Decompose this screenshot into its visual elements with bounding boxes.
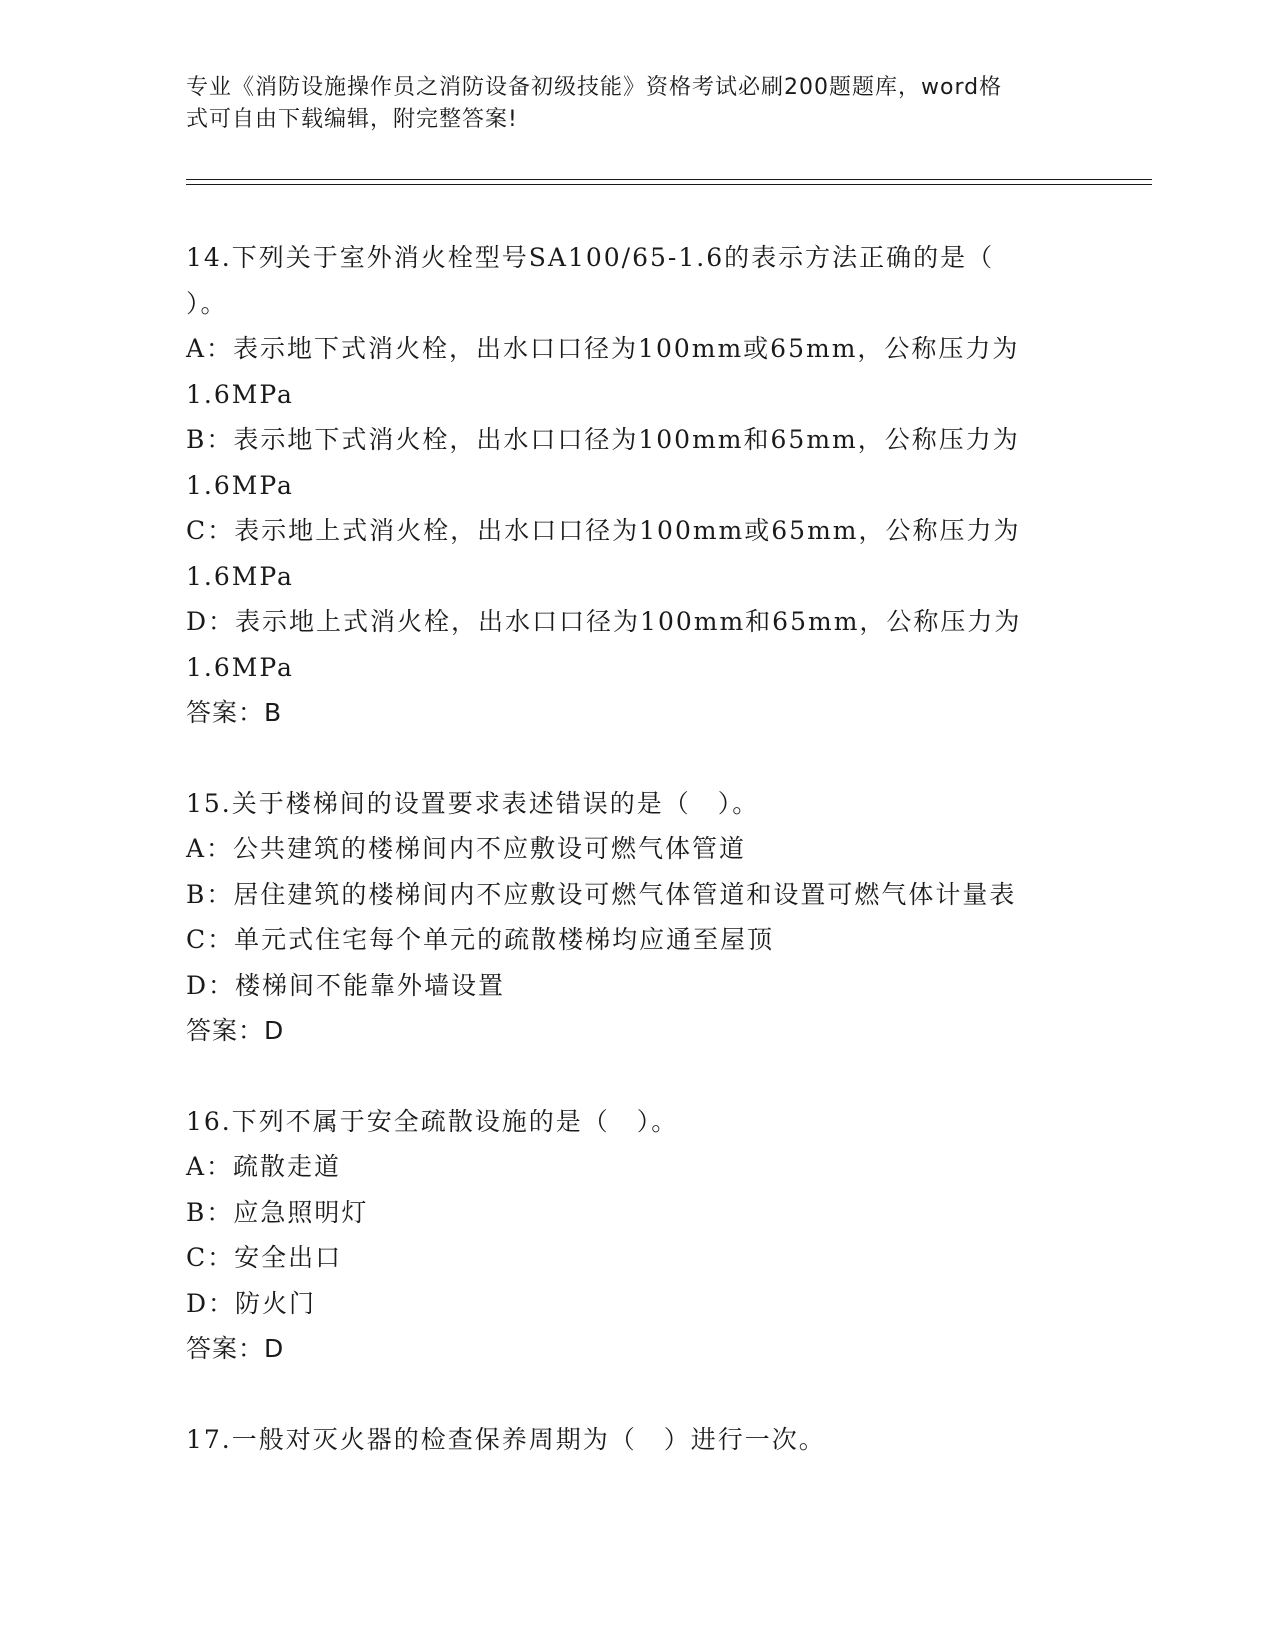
answer-option: A：表示地下式消火栓，出水口口径为100mm或65mm，公称压力为 [186,334,1020,363]
answer-option: B：居住建筑的楼梯间内不应敷设可燃气体管道和设置可燃气体计量表 [186,879,1017,909]
question-stem: 17.一般对灭火器的检查保养周期为（ ）进行一次。 [186,1424,826,1454]
question-spacer [186,1054,1086,1099]
question-stem: 14.下列关于室外消火栓型号SA100/65-1.6的表示方法正确的是（ [186,243,995,272]
answer-option: B：表示地下式消火栓，出水口口径为100mm和65mm，公称压力为 [186,425,1020,454]
header-line-2: 式可自由下载编辑，附完整答案! [186,107,518,132]
question-stem: 16.下列不属于安全疏散设施的是（ ）。 [186,1106,679,1136]
question-list [186,235,1086,1462]
answer-option: D：防火门 [186,1288,317,1318]
question-spacer [186,736,1086,781]
document-header [186,72,1076,136]
question-stem: ）。 [186,288,228,318]
question-spacer [186,1372,1086,1417]
header-rule-top [186,179,1152,180]
answer-option: 1.6MPa [186,652,294,682]
answer-option: 1.6MPa [186,561,294,591]
correct-answer: 答案：D [186,1016,285,1045]
answer-option: B：应急照明灯 [186,1197,369,1227]
answer-option: 1.6MPa [186,379,294,409]
answer-option: D：楼梯间不能靠外墙设置 [186,970,506,1000]
correct-answer: 答案：D [186,1334,285,1363]
answer-option: D：表示地上式消火栓，出水口口径为100mm和65mm，公称压力为 [186,607,1022,636]
answer-option: C：表示地上式消火栓，出水口口径为100mm或65mm，公称压力为 [186,516,1021,545]
answer-option: A：公共建筑的楼梯间内不应敷设可燃气体管道 [186,834,747,863]
answer-option: 1.6MPa [186,470,294,500]
answer-option: A：疏散走道 [186,1152,342,1181]
question-block [186,1099,1086,1372]
question-block [186,235,1086,736]
header-line-1: 专业《消防设施操作员之消防设备初级技能》资格考试必刷200题题库，word格 [186,75,1003,100]
header-rule-bottom [186,184,1152,185]
question-stem: 15.关于楼梯间的设置要求表述错误的是（ ）。 [186,788,760,818]
question-block [186,781,1086,1054]
correct-answer: 答案：B [186,698,283,727]
question-block [186,1417,1086,1463]
answer-option: C：单元式住宅每个单元的疏散楼梯均应通至屋顶 [186,925,775,954]
answer-option: C：安全出口 [186,1243,343,1272]
